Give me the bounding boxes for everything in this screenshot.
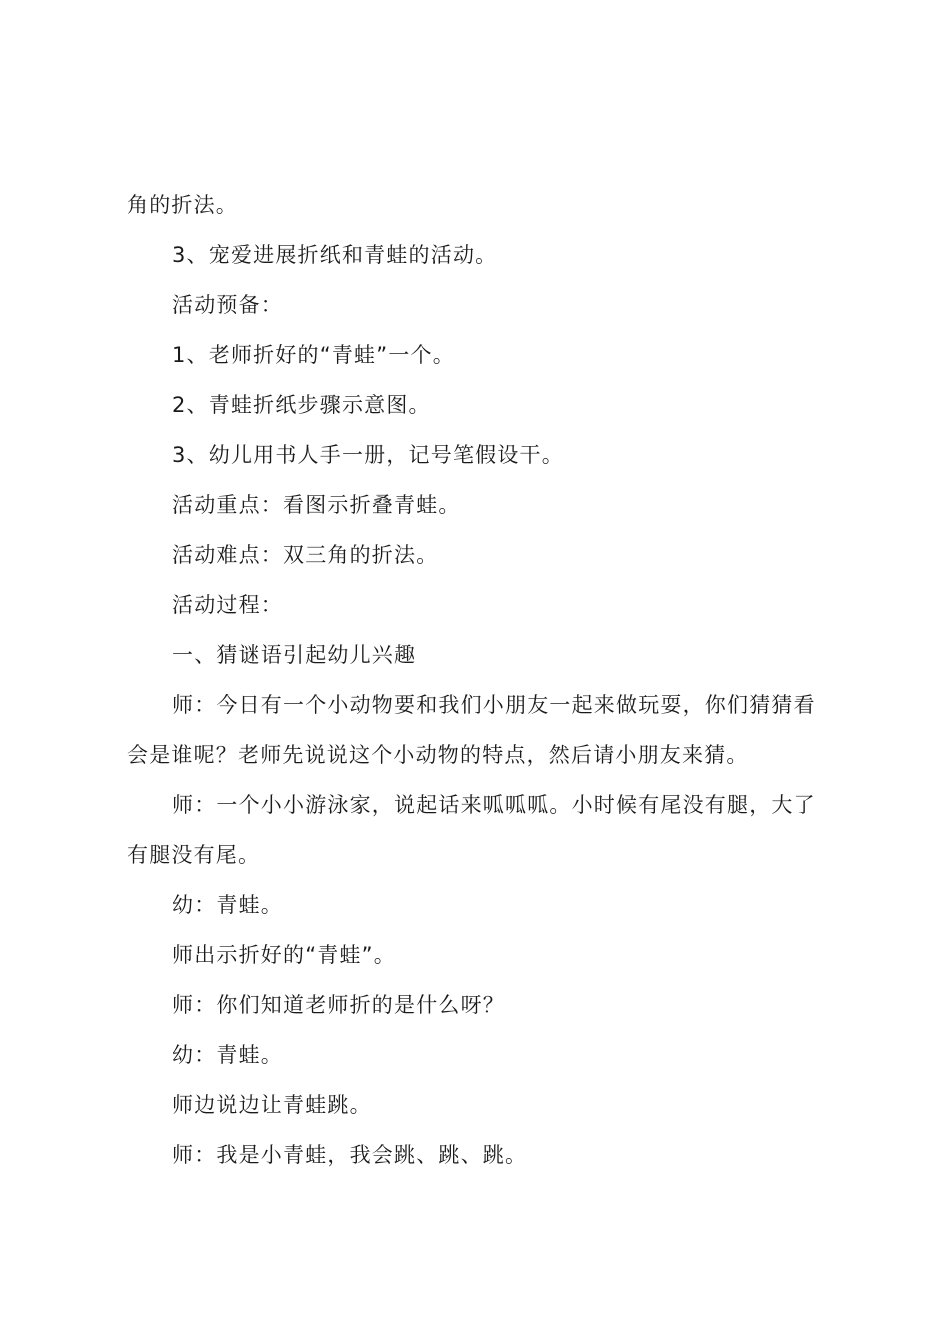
paragraph: 活动难点：双三角的折法。 [172,543,439,567]
paragraph: 3、宠爱进展折纸和青蛙的活动。 [172,243,498,267]
paragraph: 幼：青蛙。 [172,1043,283,1067]
section-heading: 活动过程： [172,593,283,617]
paragraph: 幼：青蛙。 [172,893,283,917]
paragraph: 师：今日有一个小动物要和我们小朋友一起来做玩耍，你们猜猜看会是谁呢？老师先说说这个小动物的特点，然后请小朋友来猜。 [127,693,816,767]
section-heading: 活动预备： [172,293,283,317]
paragraph: 师出示折好的“青蛙”。 [172,943,396,967]
paragraph: 活动重点：看图示折叠青蛙。 [172,493,461,517]
paragraph: 一、猜谜语引起幼儿兴趣 [172,643,417,667]
paragraph: 师边说边让青蛙跳。 [172,1093,372,1117]
paragraph: 角的折法。 [127,193,238,217]
paragraph: 3、幼儿用书人手一册，记号笔假设干。 [172,443,564,467]
paragraph: 师：一个小小游泳家，说起话来呱呱呱。小时候有尾没有腿，大了有腿没有尾。 [127,793,816,867]
paragraph: 1、老师折好的“青蛙”一个。 [172,343,455,367]
paragraph: 师：我是小青蛙，我会跳、跳、跳。 [172,1143,528,1167]
document-body [127,180,833,1180]
paragraph: 2、青蛙折纸步骤示意图。 [172,393,431,417]
paragraph: 师：你们知道老师折的是什么呀？ [172,993,505,1017]
